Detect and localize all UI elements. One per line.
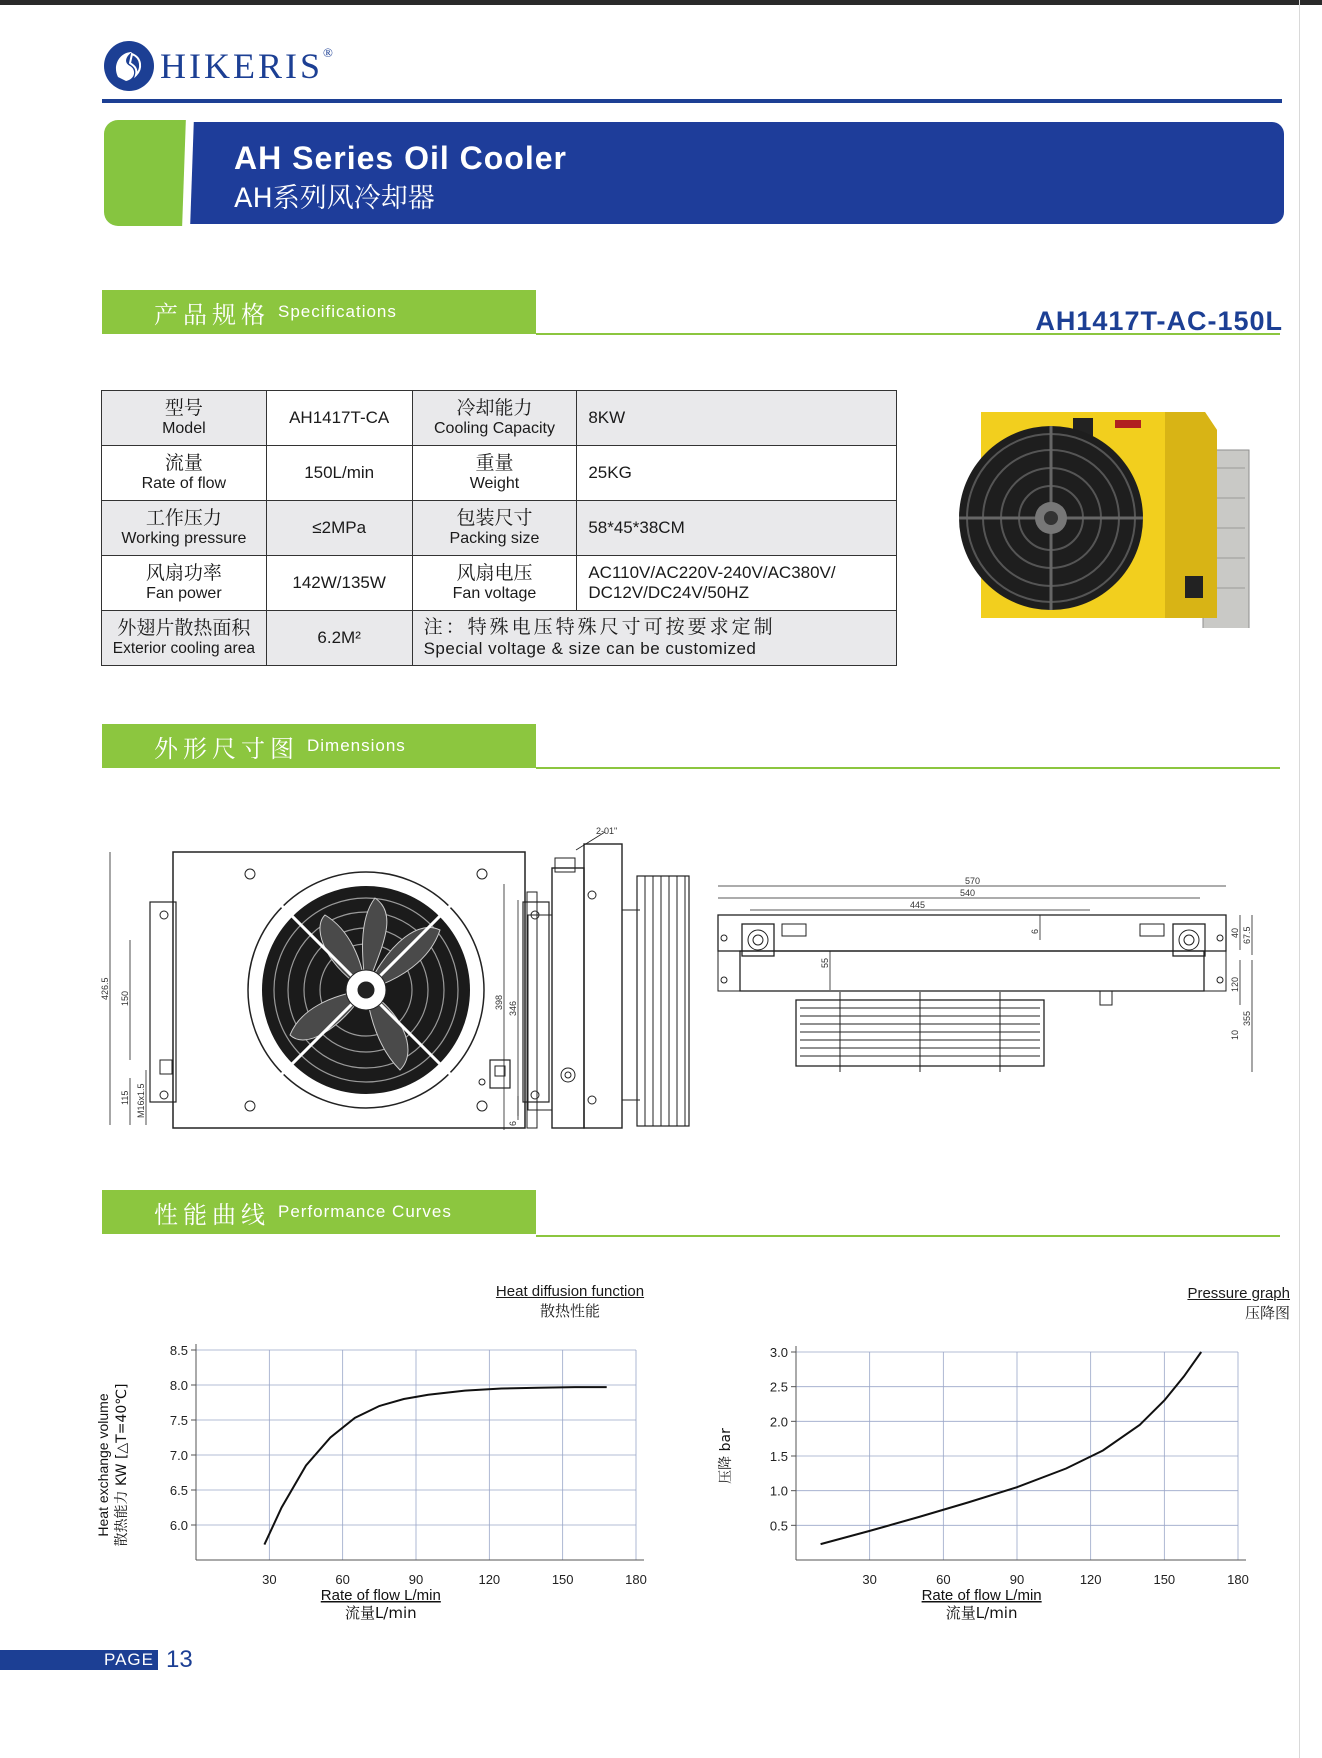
spec-value: 142W/135W [266, 556, 412, 611]
table-row [102, 391, 897, 446]
section-title-en: Specifications [278, 302, 397, 321]
page-right-edge [1299, 0, 1300, 1758]
dim-label-2-01: 2-01" [596, 826, 618, 836]
spec-value: ≤2MPa [266, 501, 412, 556]
chart1-title: Heat diffusion function [495, 1283, 645, 1300]
product-photo [955, 408, 1250, 628]
page-number: 13 [166, 1646, 193, 1673]
section-title-en: Dimensions [307, 736, 406, 755]
spec-table [101, 390, 897, 666]
dim-label-120: 120 [1230, 976, 1240, 992]
dim-label-398: 398 [494, 994, 504, 1010]
dim-label-445: 445 [910, 900, 926, 910]
brand-logo [102, 38, 336, 94]
x-axis-label: Rate of flow L/min [921, 1587, 1042, 1604]
dim-label-355: 355 [1242, 1010, 1252, 1026]
y-tick-label: 1.5 [769, 1449, 788, 1464]
x-axis-label-cn: 流量L/min [945, 1604, 1018, 1622]
spec-label: 冷却能力 Cooling Capacity [412, 391, 577, 446]
header-rule [102, 99, 1282, 103]
spec-value: AC110V/AC220V-240V/AC380V/ DC12V/DC24V/50HZ [577, 556, 897, 611]
banner-green-tab [104, 120, 186, 226]
table-row [102, 446, 897, 501]
dim-label-150: 150 [120, 990, 130, 1006]
brand-name: HIKERIS® [160, 45, 336, 86]
table-row [102, 556, 897, 611]
y-tick-label: 2.5 [769, 1379, 788, 1395]
dimension-drawing [100, 820, 1290, 1140]
page-indicator [0, 1648, 193, 1672]
y-axis-label-cn: 散热能力 KW [△T=40℃] [114, 1383, 130, 1547]
x-tick-label: 90 [1009, 1572, 1025, 1587]
table-row [102, 611, 897, 666]
chart-pressure [700, 1332, 1260, 1632]
y-tick-label: 1.0 [769, 1483, 788, 1499]
page-label: PAGE [0, 1650, 158, 1670]
x-axis-label: Rate of flow L/min [320, 1587, 441, 1604]
section-rule [536, 767, 1280, 769]
y-tick-label: 3.0 [769, 1345, 788, 1360]
spec-value: 8KW [577, 391, 897, 446]
y-tick-label: 0.5 [769, 1518, 788, 1534]
dim-label-55: 55 [820, 957, 830, 968]
section-title-cn: 外形尺寸图 [154, 734, 299, 763]
model-code: AH1417T-AC-150L [1035, 306, 1283, 336]
spec-value: 25KG [577, 446, 897, 501]
x-tick-label: 60 [936, 1572, 951, 1587]
series-line [821, 1352, 1202, 1544]
title-banner [104, 120, 1284, 226]
section-title-cn: 性能曲线 [154, 1200, 270, 1229]
spec-value: AH1417T-CA [266, 391, 412, 446]
dim-label-346: 346 [508, 1000, 518, 1016]
dim-label-115: 115 [120, 1090, 130, 1105]
front-view [100, 852, 549, 1128]
y-tick-label: 6.5 [169, 1483, 188, 1498]
spec-note: 注：特殊电压特殊尺寸可按要求定制 Special voltage & size can be customized [412, 611, 896, 666]
dim-label-426-5: 426.5 [100, 977, 110, 1000]
x-tick-label: 30 [862, 1572, 877, 1587]
y-axis-label: 压降 bar [718, 1428, 734, 1484]
chart2-title: Pressure graph [1187, 1285, 1290, 1302]
x-tick-label: 120 [478, 1572, 501, 1587]
section-rule [536, 1235, 1280, 1237]
dim-label-m16: M16x1.5 [136, 1083, 146, 1118]
spec-value: 150L/min [266, 446, 412, 501]
spec-label: 外翅片散热面积 Exterior cooling area [102, 611, 267, 666]
section-header-specifications [102, 290, 536, 334]
y-tick-label: 8.5 [169, 1343, 188, 1358]
y-tick-label: 7.5 [169, 1413, 188, 1428]
series-line [264, 1387, 606, 1545]
x-tick-label: 150 [1153, 1572, 1176, 1587]
hikeris-logo-icon [102, 39, 156, 93]
dim-label-10: 10 [1230, 1029, 1240, 1040]
x-axis-label-cn: 流量L/min [344, 1604, 417, 1622]
chart2-title-block [1140, 1285, 1290, 1323]
spec-value: 6.2M² [266, 611, 412, 666]
section-header-dimensions [102, 724, 536, 768]
dim-label-6-top: 6 [1030, 928, 1040, 934]
chart1-subtitle: 散热性能 [539, 1302, 600, 1320]
y-tick-label: 2.0 [769, 1414, 788, 1430]
spec-label: 风扇功率 Fan power [102, 556, 267, 611]
page-top-edge [0, 0, 1322, 5]
x-tick-label: 150 [551, 1572, 574, 1587]
x-tick-label: 180 [625, 1572, 647, 1587]
dim-label-40: 40 [1230, 927, 1240, 938]
x-tick-label: 90 [408, 1572, 424, 1587]
dim-label-67-5: 67.5 [1242, 926, 1252, 944]
spec-value: 58*45*38CM [577, 501, 897, 556]
spec-label: 流量 Rate of flow [102, 446, 267, 501]
chart2-subtitle: 压降图 [1244, 1304, 1290, 1322]
section-header-performance [102, 1190, 536, 1234]
spec-label: 风扇电压 Fan voltage [412, 556, 577, 611]
dim-label-570: 570 [965, 876, 981, 886]
y-tick-label: 8.0 [169, 1378, 188, 1393]
chart1-title-block [460, 1283, 680, 1321]
spec-label: 重量 Weight [412, 446, 577, 501]
y-tick-label: 6.0 [169, 1518, 188, 1533]
banner-title: AH Series Oil Cooler [234, 140, 567, 176]
x-tick-label: 180 [1227, 1572, 1249, 1587]
banner-subtitle: AH系列风冷却器 [234, 183, 435, 214]
spec-label: 工作压力 Working pressure [102, 501, 267, 556]
dim-label-540: 540 [960, 888, 976, 898]
y-tick-label: 7.0 [169, 1448, 188, 1463]
chart-heat-diffusion [90, 1330, 670, 1630]
section-title-en: Performance Curves [278, 1202, 452, 1221]
top-view [718, 876, 1252, 1072]
section-title-cn: 产品规格 [154, 300, 270, 329]
x-tick-label: 30 [262, 1572, 277, 1587]
y-axis-label: Heat exchange volume [95, 1393, 111, 1537]
x-tick-label: 120 [1079, 1572, 1102, 1587]
table-row [102, 501, 897, 556]
spec-label: 型号 Model [102, 391, 267, 446]
x-tick-label: 60 [335, 1572, 350, 1587]
dim-label-6-side: 6 [508, 1120, 518, 1126]
spec-label: 包装尺寸 Packing size [412, 501, 577, 556]
